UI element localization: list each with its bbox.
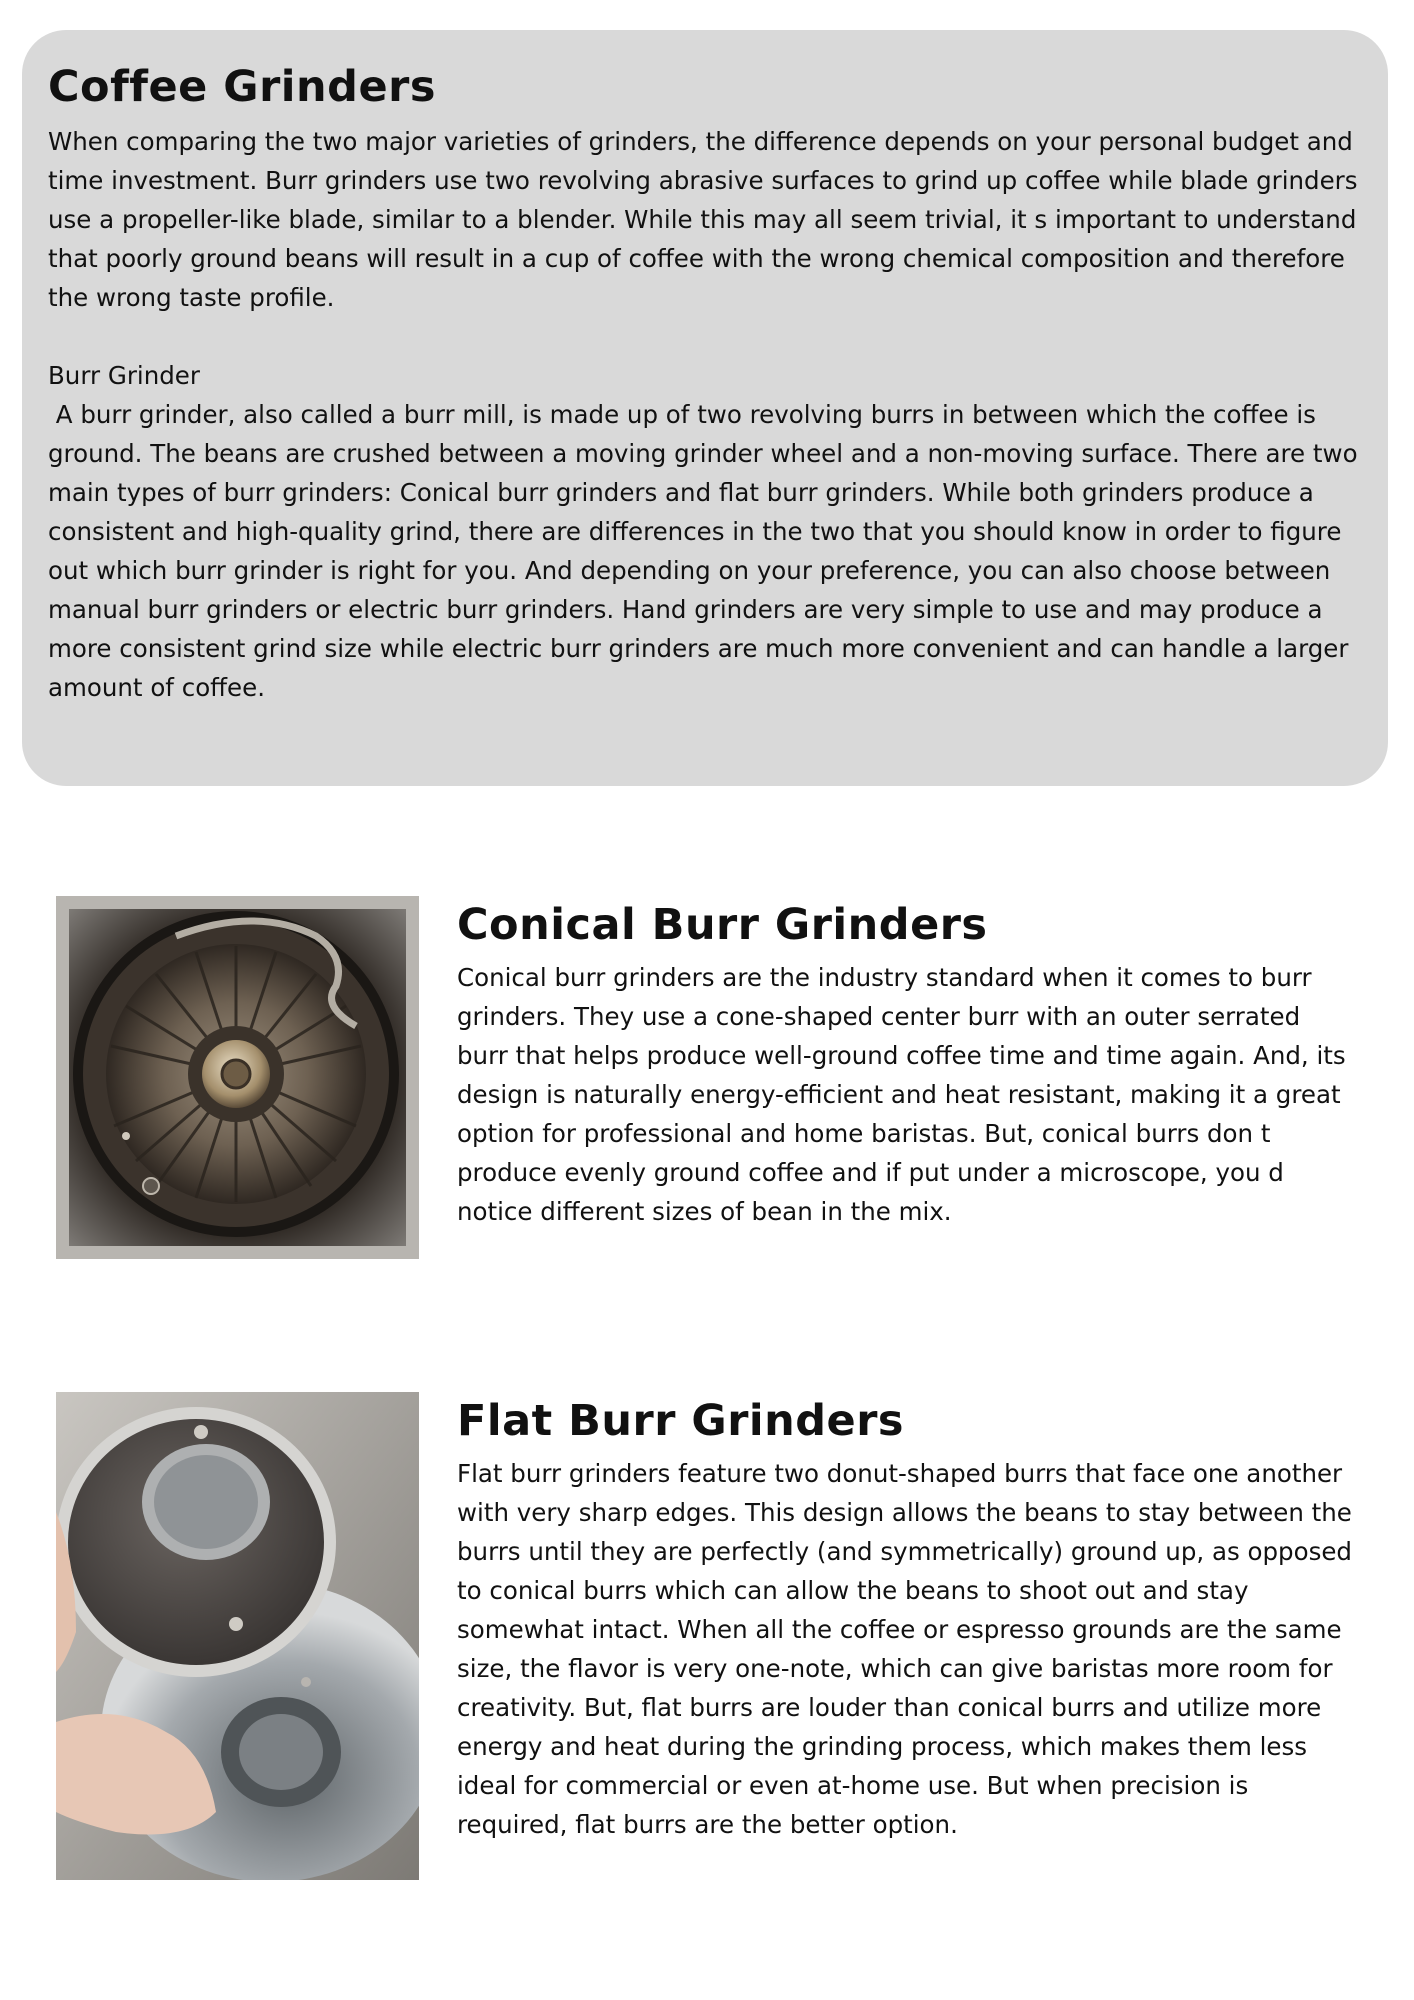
conical-burr-paragraph: Conical burr grinders are the industry standard when it comes to burr grinders. They use a cone-shaped center burr with an outer serrated burr that helps produce well-ground coffee time and time again. And, its design is naturally energy-efficient and heat resistant, making it a great option for professional and home baristas. But, conical burrs don t produce evenly ground coffee and if put under a microscope, you d notice different sizes of bean in the mix. [457, 963, 1346, 1226]
conical-burr-text [457, 896, 1357, 1231]
conical-burr-title: Conical Burr Grinders [457, 900, 988, 950]
flat-burr-title: Flat Burr Grinders [457, 1396, 905, 1446]
intro-paragraph: When comparing the two major varieties of grinders, the difference depends on your personal budget and time investment. Burr grinders use two revolving abrasive surfaces to grind up coffee while blade grinders use a propeller-like blade, similar to a blender. While this may all seem trivial, it s important to understand that poorly ground beans will result in a cup of coffee with the wrong chemical composition and therefore the wrong taste profile. [48, 127, 1358, 312]
burr-grinder-paragraph: A burr grinder, also called a burr mill, is made up of two revolving burrs in between which the coffee is ground. The beans are crushed between a moving grinder wheel and a non-moving surface. There are two main types of burr grinders: Conical burr grinders and flat burr grinders. While both grinders produce a consistent and high-quality grind, there are differences in the two that you should know in order to figure out which burr grinder is right for you. And depending on your preference, you can also choose between manual burr grinders or electric burr grinders. Hand grinders are very simple to use and may produce a more consistent grind size while electric burr grinders are much more convenient and can handle a larger amount of coffee. [48, 400, 1366, 702]
flat-burr-photo [56, 1392, 419, 1880]
intro-panel [22, 30, 1388, 786]
flat-burr-text [457, 1392, 1357, 1844]
paragraph-spacer [48, 317, 1360, 356]
burr-grinder-subheading: Burr Grinder [48, 361, 200, 390]
conical-burr-photo [56, 896, 419, 1259]
flat-burr-paragraph: Flat burr grinders feature two donut-shaped burrs that face one another with very sharp edges. This design allows the beans to stay between the burrs until they are perfectly (and symmetrically) ground up, as opposed to conical burrs which can allow the beans to shoot out and stay somewhat intact. When all the coffee or espresso grounds are the same size, the flavor is very one-note, which can give baristas more room for creativity. But, flat burrs are louder than conical burrs and utilize more energy and heat during the grinding process, which makes them less ideal for commercial or even at-home use. But when precision is required, flat burrs are the better option. [457, 1459, 1352, 1839]
page-title: Coffee Grinders [48, 62, 436, 112]
